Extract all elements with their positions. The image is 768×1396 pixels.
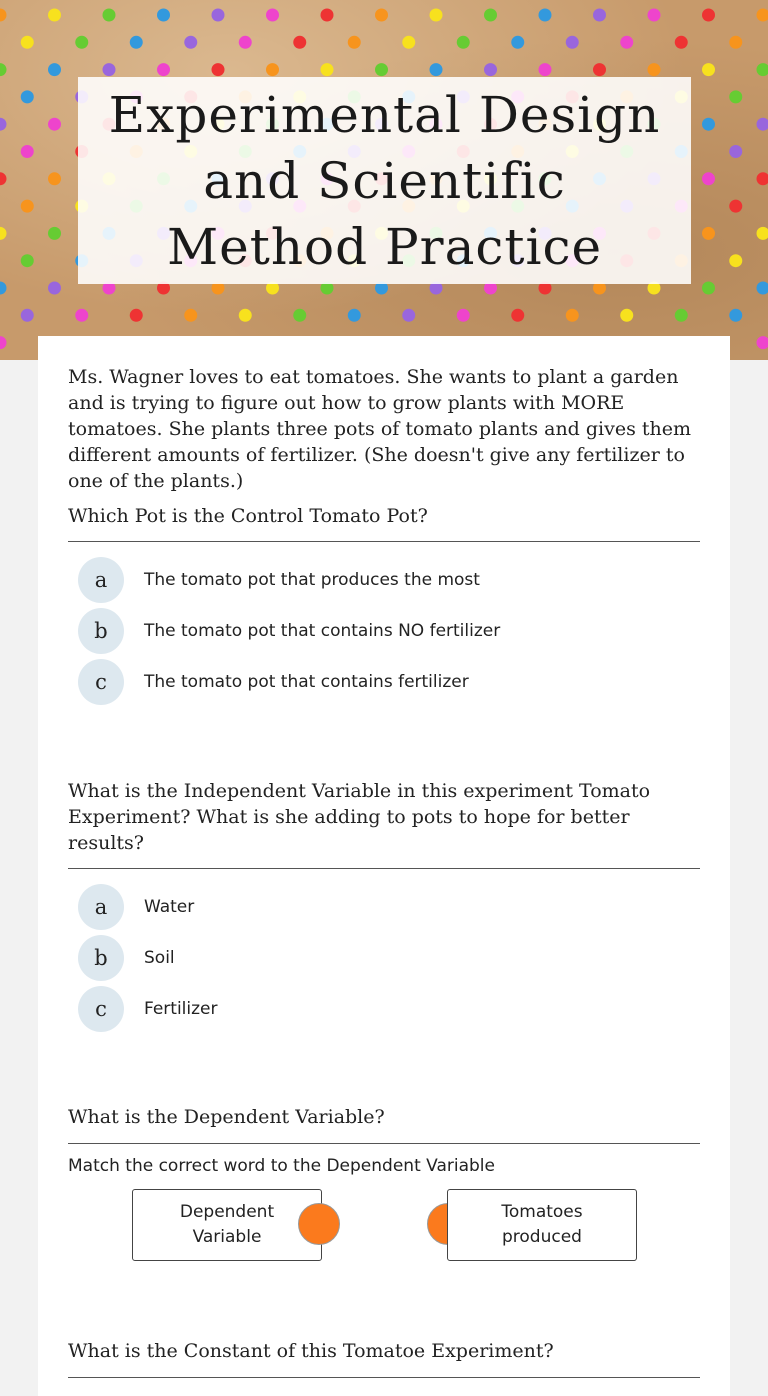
polka-dot	[648, 9, 661, 22]
polka-dot	[702, 118, 715, 131]
question-3-divider	[68, 1143, 700, 1144]
polka-dot	[348, 36, 361, 49]
option-letter-badge: c	[78, 986, 124, 1032]
option-letter-badge: a	[78, 884, 124, 930]
intro-text: Ms. Wagner loves to eat tomatoes. She wants to plant a garden and is trying to figure out how to grow plants with MORE tomatoes. She plants three pots of tomato plants and gives them different amounts of fertilizer. (She doesn't give any fertilizer to one of the plants.)	[68, 364, 698, 494]
polka-dot	[21, 254, 34, 267]
polka-dot	[729, 90, 742, 103]
match-instruction: Match the correct word to the Dependent Variable	[68, 1156, 495, 1176]
polka-dot	[293, 36, 306, 49]
polka-dot	[757, 172, 768, 185]
polka-dot	[0, 282, 7, 295]
polka-dot	[648, 63, 661, 76]
question-1-option-a[interactable]	[78, 557, 678, 603]
polka-dot	[75, 36, 88, 49]
polka-dot	[21, 36, 34, 49]
polka-dot	[757, 336, 768, 349]
question-2-prompt: What is the Independent Variable in this experiment Tomato Experiment? What is she adding to pots to hope for better results?	[68, 778, 700, 856]
polka-dot	[620, 309, 633, 322]
polka-dot	[484, 63, 497, 76]
option-label: Water	[144, 897, 194, 917]
polka-dot	[729, 145, 742, 158]
polka-dot	[511, 36, 524, 49]
polka-dot	[402, 36, 415, 49]
polka-dot	[48, 9, 61, 22]
question-1-prompt: Which Pot is the Control Tomato Pot?	[68, 503, 700, 529]
polka-dot	[375, 9, 388, 22]
polka-dot	[702, 9, 715, 22]
question-4-prompt: What is the Constant of this Tomatoe Experiment?	[68, 1338, 700, 1364]
option-label: The tomato pot that contains fertilizer	[144, 672, 469, 692]
question-3-prompt: What is the Dependent Variable?	[68, 1104, 700, 1130]
question-2-option-a[interactable]	[78, 884, 678, 930]
polka-dot	[321, 9, 334, 22]
polka-dot	[457, 36, 470, 49]
polka-dot	[593, 9, 606, 22]
polka-dot	[348, 309, 361, 322]
polka-dot	[702, 63, 715, 76]
polka-dot	[593, 63, 606, 76]
polka-dot	[757, 63, 768, 76]
polka-dot	[48, 282, 61, 295]
polka-dot	[757, 118, 768, 131]
polka-dot	[702, 282, 715, 295]
polka-dot	[757, 9, 768, 22]
polka-dot	[729, 36, 742, 49]
polka-dot	[430, 63, 443, 76]
polka-dot	[757, 282, 768, 295]
question-1-divider	[68, 541, 700, 542]
polka-dot	[511, 309, 524, 322]
polka-dot	[48, 172, 61, 185]
match-left-item[interactable]	[132, 1189, 322, 1261]
polka-dot	[675, 309, 688, 322]
match-right-item[interactable]	[447, 1189, 637, 1261]
polka-dot	[702, 172, 715, 185]
match-right-label: Tomatoes produced	[482, 1200, 602, 1250]
polka-dot	[21, 200, 34, 213]
polka-dot	[130, 36, 143, 49]
polka-dot	[539, 9, 552, 22]
polka-dot	[0, 172, 7, 185]
polka-dot	[402, 309, 415, 322]
polka-dot	[430, 9, 443, 22]
polka-dot	[293, 309, 306, 322]
polka-dot	[566, 309, 579, 322]
match-left-connector[interactable]	[298, 1203, 340, 1245]
polka-dot	[0, 118, 7, 131]
polka-dot	[757, 227, 768, 240]
polka-dot	[675, 36, 688, 49]
polka-dot	[457, 309, 470, 322]
polka-dot	[157, 63, 170, 76]
option-label: The tomato pot that produces the most	[144, 570, 480, 590]
option-label: Soil	[144, 948, 175, 968]
polka-dot	[21, 309, 34, 322]
worksheet-header	[0, 0, 768, 360]
question-2-divider	[68, 868, 700, 869]
question-2-option-c[interactable]	[78, 986, 678, 1032]
polka-dot	[0, 63, 7, 76]
option-label: The tomato pot that contains NO fertilizer	[144, 621, 500, 641]
polka-dot	[75, 309, 88, 322]
option-letter-badge: b	[78, 608, 124, 654]
polka-dot	[21, 145, 34, 158]
option-letter-badge: a	[78, 557, 124, 603]
polka-dot	[702, 227, 715, 240]
question-1-option-c[interactable]	[78, 659, 678, 705]
polka-dot	[184, 36, 197, 49]
polka-dot	[130, 309, 143, 322]
polka-dot	[321, 63, 334, 76]
polka-dot	[484, 9, 497, 22]
polka-dot	[239, 36, 252, 49]
worksheet-card	[38, 336, 730, 1396]
polka-dot	[157, 9, 170, 22]
title-panel	[78, 77, 691, 284]
polka-dot	[729, 254, 742, 267]
polka-dot	[48, 118, 61, 131]
polka-dot	[212, 9, 225, 22]
question-1-option-b[interactable]	[78, 608, 678, 654]
question-2-option-b[interactable]	[78, 935, 678, 981]
page-title: Experimental Design and Scientific Method Practice	[78, 82, 691, 280]
polka-dot	[729, 200, 742, 213]
polka-dot	[0, 336, 7, 349]
polka-dot	[184, 309, 197, 322]
option-letter-badge: c	[78, 659, 124, 705]
polka-dot	[103, 63, 116, 76]
polka-dot	[729, 309, 742, 322]
polka-dot	[539, 63, 552, 76]
polka-dot	[212, 63, 225, 76]
polka-dot	[0, 9, 7, 22]
polka-dot	[620, 36, 633, 49]
polka-dot	[103, 9, 116, 22]
polka-dot	[566, 36, 579, 49]
option-label: Fertilizer	[144, 999, 218, 1019]
polka-dot	[239, 309, 252, 322]
polka-dot	[0, 227, 7, 240]
polka-dot	[48, 63, 61, 76]
polka-dot	[48, 227, 61, 240]
polka-dot	[266, 63, 279, 76]
option-letter-badge: b	[78, 935, 124, 981]
polka-dot	[375, 63, 388, 76]
polka-dot	[266, 9, 279, 22]
match-left-label: Dependent Variable	[167, 1200, 287, 1250]
question-4-divider	[68, 1377, 700, 1378]
polka-dot	[21, 90, 34, 103]
